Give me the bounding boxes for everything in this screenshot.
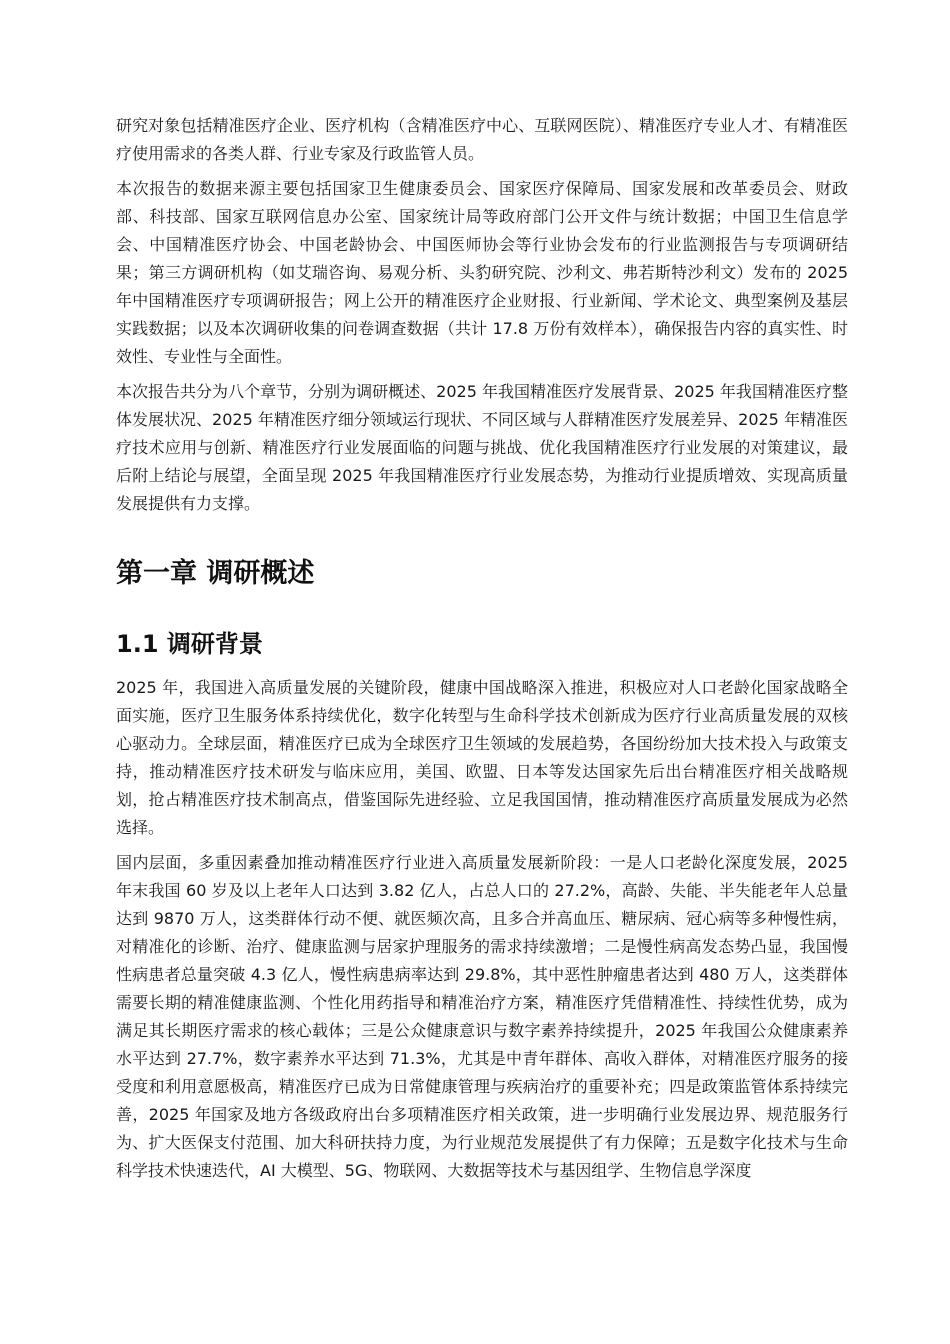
intro-paragraph-1: 研究对象包括精准医疗企业、医疗机构（含精准医疗中心、互联网医院）、精准医疗专业人才、有精准医疗使用需求的各类人群、行业专家及行政监管人员。 xyxy=(116,116,848,163)
chapter-title: 第一章 调研概述 xyxy=(116,558,315,589)
section-paragraph-2: 国内层面，多重因素叠加推动精准医疗行业进入高质量发展新阶段：一是人口老龄化深度发展，2025 年末我国 60 岁及以上老年人口达到 3.82 亿人，占总人口的 27.2%，高龄、失能、半失能老年人总量达到 9870 万人，这类群体行动不便、就医频次高，且多合并高血压、糖尿病、冠心病等多种慢性病，对精准化的诊断、治疗、健康监测与居家护理服务的需求持续激增；二是慢性病高发态势凸显，我国慢性病患者总量突破 4.3 亿人，慢性病患病率达到 29.8%，其中恶性肿瘤患者达到 480 万人，这类群体需要长期的精准健康监测、个性化用药指导和精准治疗方案，精准医疗凭借精准性、持续性优势，成为满足其长期医疗需求的核心载体；三是公众健康意识与数字素养持续提升，2025 年我国公众健康素养水平达到 27.7%，数字素养水平达到 71.3%，尤其是中青年群体、高收入群体，对精准医疗服务的接受度和利用意愿极高，精准医疗已成为日常健康管理与疾病治疗的重要补充；四是政策监管体系持续完善，2025 年国家及地方各级政府出台多项精准医疗相关政策，进一步明确行业发展边界、规范服务行为、扩大医保支付范围、加大科研扶持力度，为行业规范发展提供了有力保障；五是数字化技术与生命科学技术快速迭代，AI 大模型、5G、物联网、大数据等技术与基因组学、生物信息学深度 xyxy=(116,853,848,1180)
intro-paragraph-3: 本次报告共分为八个章节，分别为调研概述、2025 年我国精准医疗发展背景、2025 年我国精准医疗整体发展状况、2025 年精准医疗细分领域运行现状、不同区域与人群精准医疗发展差异、2025 年精准医疗技术应用与创新、精准医疗行业发展面临的问题与挑战、优化我国精准医疗行业发展的对策建议，最后附上结论与展望，全面呈现 2025 年我国精准医疗行业发展态势，为推动行业提质增效、实现高质量发展提供有力支撑。 xyxy=(116,382,848,513)
section-paragraph-1: 2025 年，我国进入高质量发展的关键阶段，健康中国战略深入推进，积极应对人口老龄化国家战略全面实施，医疗卫生服务体系持续优化，数字化转型与生命科学技术创新成为医疗行业高质量发展的双核心驱动力。全球层面，精准医疗已成为全球医疗卫生领域的发展趋势，各国纷纷加大技术投入与政策支持，推动精准医疗技术研发与临床应用，美国、欧盟、日本等发达国家先后出台精准医疗相关战略规划，抢占精准医疗技术制高点，借鉴国际先进经验、立足我国国情，推动精准医疗高质量发展成为必然选择。 xyxy=(116,678,848,837)
document-page xyxy=(116,112,848,1192)
section-title: 1.1 调研背景 xyxy=(116,630,263,658)
intro-paragraph-2: 本次报告的数据来源主要包括国家卫生健康委员会、国家医疗保障局、国家发展和改革委员会、财政部、科技部、国家互联网信息办公室、国家统计局等政府部门公开文件与统计数据；中国卫生信息学会、中国精准医疗协会、中国老龄协会、中国医师协会等行业协会发布的行业监测报告与专项调研结果；第三方调研机构（如艾瑞咨询、易观分析、头豹研究院、沙利文、弗若斯特沙利文）发布的 2025 年中国精准医疗专项调研报告；网上公开的精准医疗企业财报、行业新闻、学术论文、典型案例及基层实践数据；以及本次调研收集的问卷调查数据（共计 17.8 万份有效样本），确保报告内容的真实性、时效性、专业性与全面性。 xyxy=(116,179,848,366)
